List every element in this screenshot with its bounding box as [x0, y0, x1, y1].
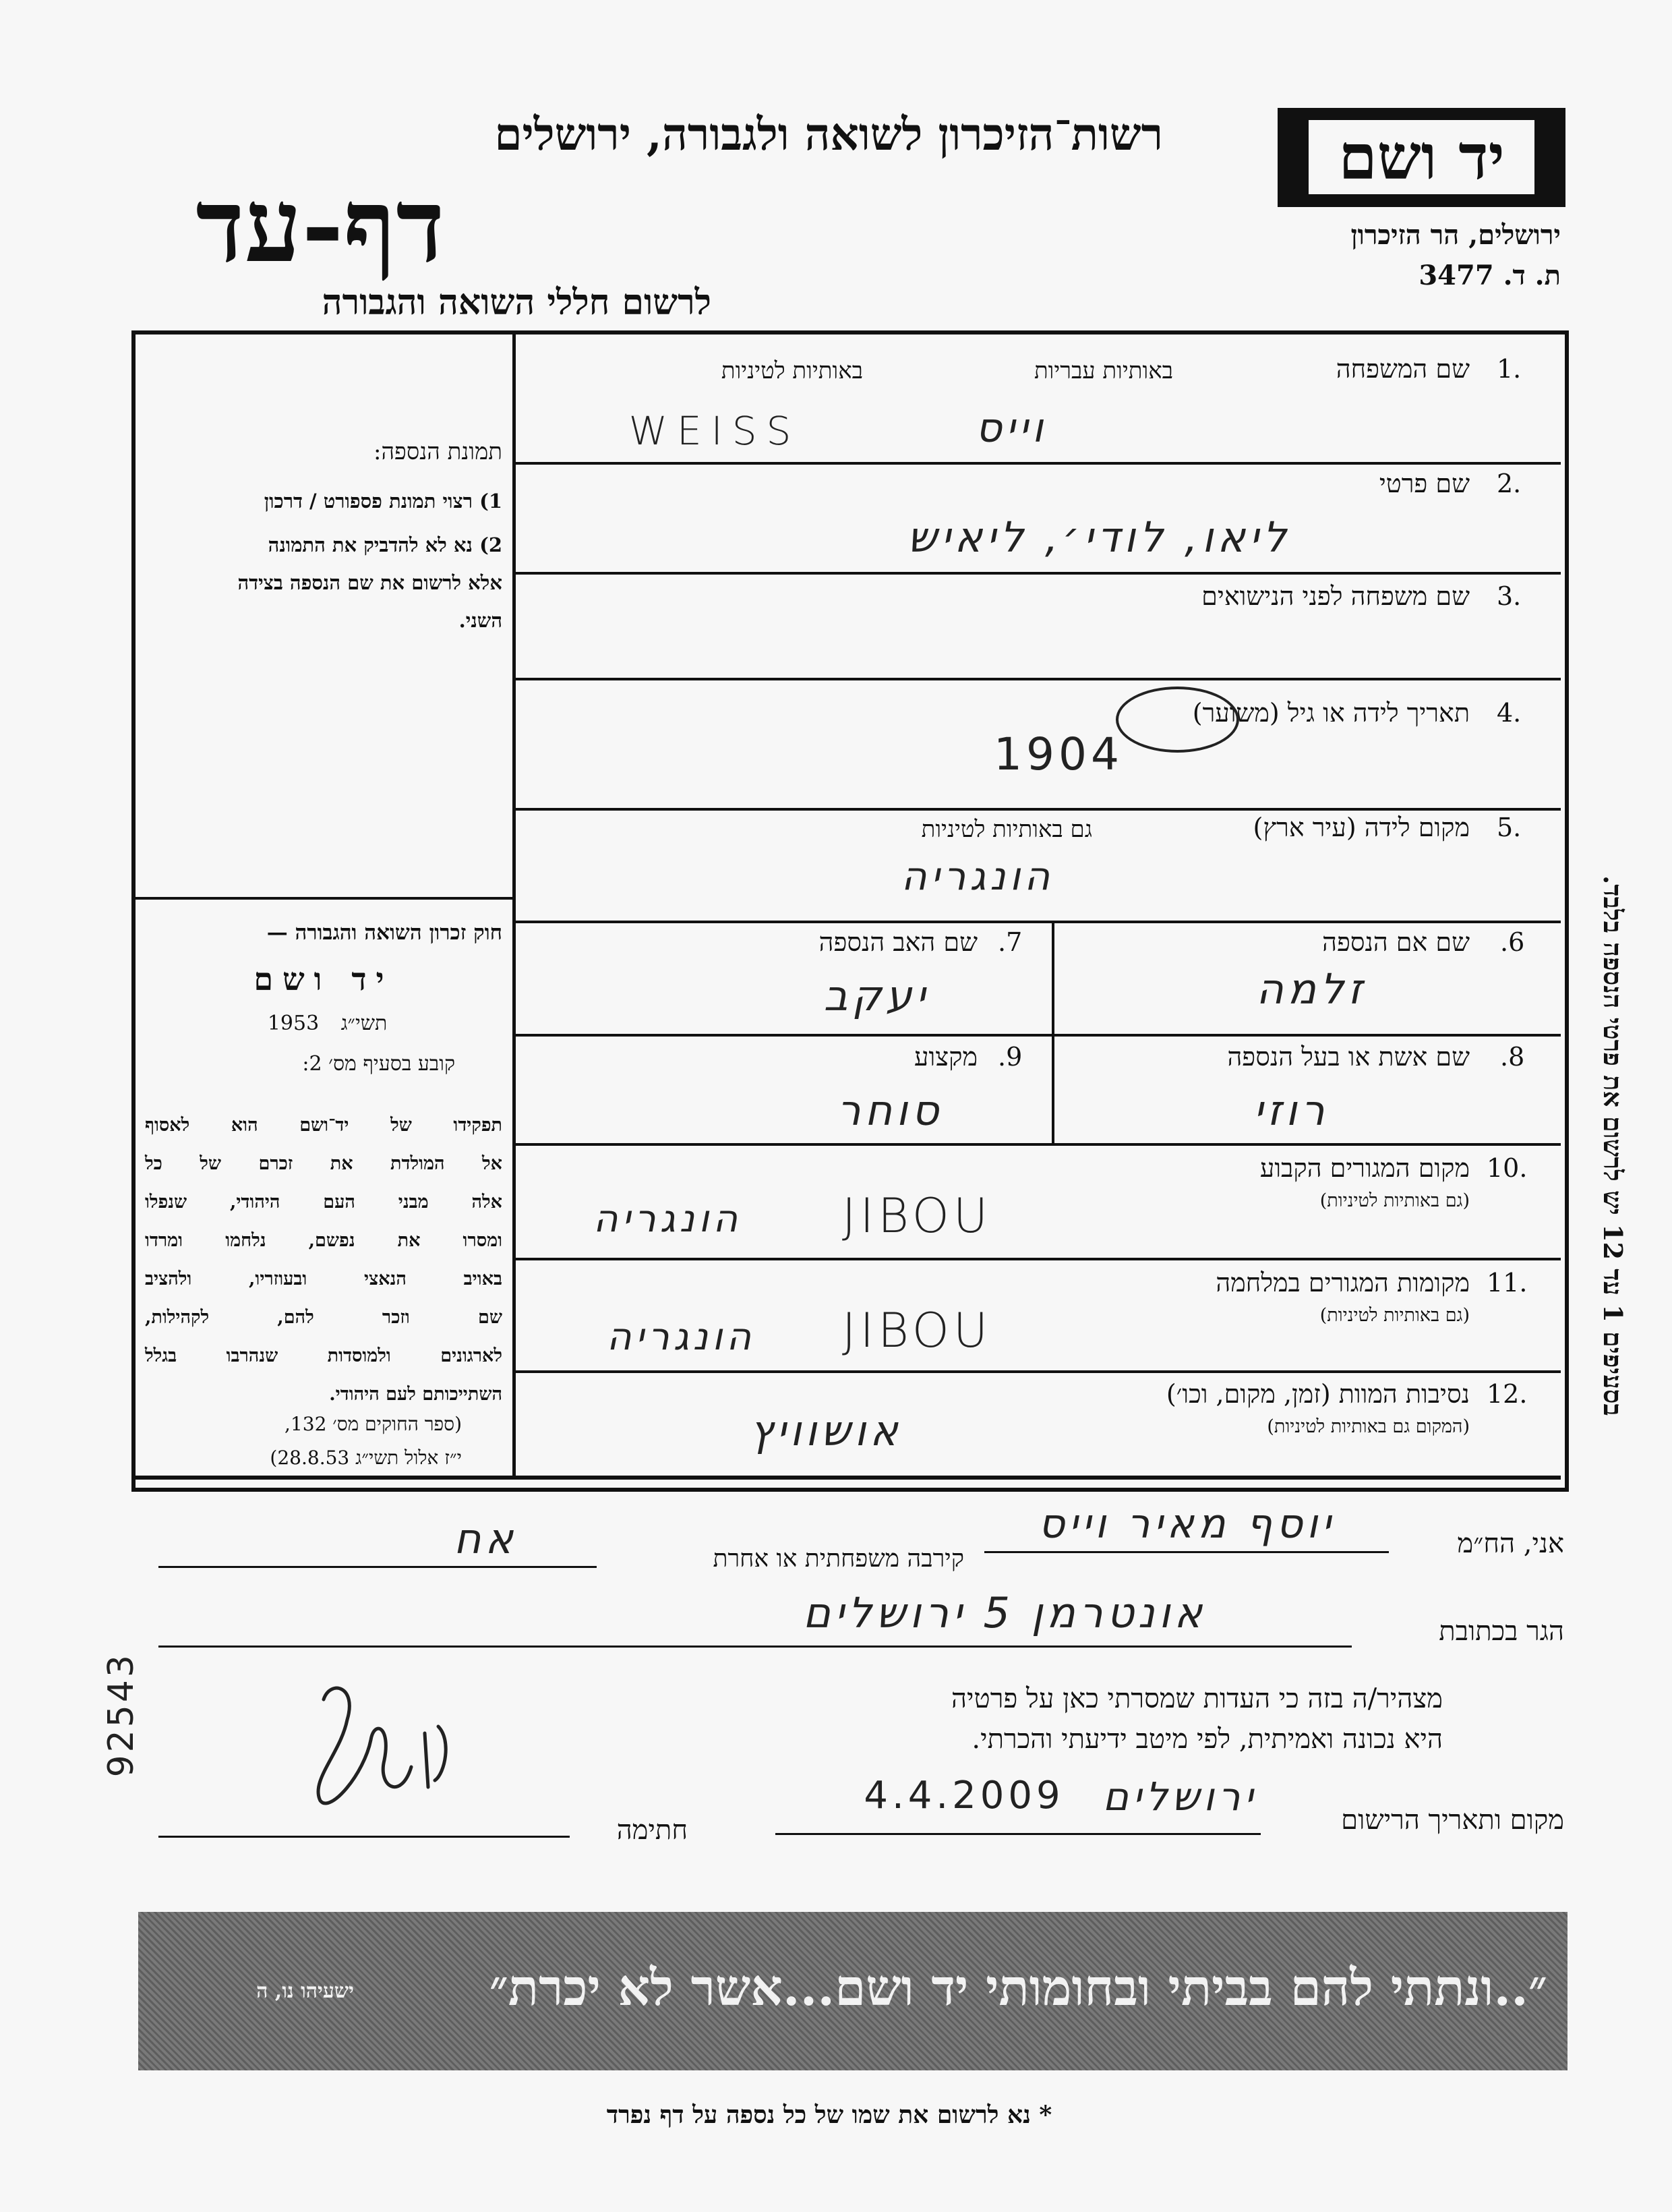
field3-number: 3.	[1497, 581, 1522, 611]
field5-number: 5.	[1497, 813, 1522, 842]
footer-note: * נא לרשום את שמו של כל נספה על דף נפרד	[606, 2101, 1052, 2129]
field10-sub: (גם באותיות לטיניות)	[1319, 1190, 1470, 1211]
authority-name: רשות־הזיכרון לשואה ולגבורה, ירושלים	[494, 108, 1163, 161]
photo-note-item1: 1) רצוי תמונת פספורט / דרכון	[264, 490, 502, 513]
law-line: שם וזכר להם, לקהילות,	[145, 1307, 502, 1328]
field8-value: רוזי	[1253, 1086, 1329, 1135]
field1-hebrew-header: באותיות עבריות	[1034, 357, 1173, 384]
field7-number: .7	[998, 927, 1023, 957]
field10-latin-value: JIBOU	[841, 1188, 992, 1244]
law-line: אלה מבני העם היהודי, שנפלו	[145, 1192, 502, 1213]
field11-latin-value: JIBOU	[841, 1303, 992, 1358]
field12-label: נסיבות המוות (זמן, מקום, וכו׳)	[1166, 1379, 1470, 1409]
field1-latin-value: WEISS	[628, 408, 801, 454]
field9-label: מקצוע	[914, 1042, 978, 1072]
kinship-value: אח	[454, 1514, 517, 1563]
row-line	[516, 572, 1561, 575]
row-line	[516, 462, 1561, 465]
place-value: ירושלים	[1102, 1774, 1257, 1820]
field11-hebrew-value: הונגריה	[606, 1315, 756, 1359]
row-line	[516, 1034, 1561, 1037]
field5-latin-header: גם באותיות לטיניות	[921, 816, 1092, 843]
field6-value: זלמה	[1256, 964, 1367, 1014]
field4-label: תאריך לידה או גיל (משוער)	[1192, 698, 1470, 728]
row-line	[516, 678, 1561, 680]
declarant-value: יוסף מאיר וייס	[1038, 1501, 1335, 1548]
photo-note-item2: השני.	[458, 609, 502, 632]
field9-value: סוחר	[837, 1086, 943, 1135]
law-line: ומסרו את נפשם, נלחמו ומרדו	[145, 1230, 502, 1251]
law-line: השתייכותם לעם היהודי.	[329, 1384, 502, 1405]
field8-number: .8	[1500, 1042, 1525, 1072]
address-line	[158, 1646, 1352, 1648]
photo-note-title: תמונת הנספה:	[374, 438, 502, 465]
law-year: 1953	[267, 1012, 320, 1035]
pobox: ת. ד. 3477	[1419, 260, 1561, 291]
kinship-label: קירבה משפחתית או אחרת	[713, 1545, 964, 1573]
declaration-line2: היא נכונה ואמיתית, לפי מיטב ידיעתי והכרתי.	[972, 1724, 1443, 1755]
form-title: דף-עד	[196, 167, 445, 285]
signature-label: חתימה	[616, 1815, 688, 1846]
field4-value: 1904	[994, 728, 1123, 780]
signature-scribble	[283, 1672, 472, 1821]
declaration-line1: מצהיר/ה בזה כי העדות שמסרתי כאן על פרטיה	[951, 1683, 1443, 1714]
law-ref1: (ספר החוקים מס׳ 132,	[285, 1413, 462, 1435]
logo-text: יד ושם	[1309, 120, 1534, 194]
photo-note-item2: 2) נא לא להדביק את התמונה	[268, 533, 502, 556]
law-line: אל המולדת את זכרם של כל	[145, 1153, 502, 1174]
declarant-line	[984, 1551, 1389, 1553]
law-ref2: י״ז אלול תשי״ג 28.8.53)	[270, 1447, 462, 1469]
field4-number: 4.	[1497, 698, 1522, 728]
margin-number: 92543	[101, 1652, 142, 1778]
field2-label: שם פרטי	[1379, 469, 1470, 498]
photo-note-item2: אלא לרשום את שם הנספה בצידה	[237, 571, 502, 594]
law-line: לארגונים ולמוסדות שנהרבו בגלל	[145, 1345, 502, 1366]
field12-sub: (המקום גם באותיות לטיניות)	[1267, 1416, 1470, 1437]
field11-label: מקומות המגורים במלחמה	[1216, 1268, 1470, 1298]
field5-value: הונגריה	[901, 853, 1054, 899]
field5-label: מקום לידה (עיר ארץ)	[1253, 813, 1470, 842]
signature-mark	[283, 1672, 472, 1821]
yad-vashem-logo	[1278, 108, 1565, 207]
place-date-line	[775, 1833, 1261, 1835]
kinship-line	[158, 1566, 597, 1568]
field1-latin-header: באותיות לטיניות	[721, 357, 863, 384]
row-line	[516, 808, 1561, 811]
side-instruction: בסעיפים 1 עד 12 יש לרשום את פרטי הנספה בלבד.	[1598, 875, 1628, 1416]
place-date-label: מקום ותאריך הרישום	[1341, 1805, 1564, 1836]
row-line	[516, 1370, 1561, 1373]
address: ירושלים, הר הזיכרון	[1350, 219, 1561, 251]
quote-banner	[138, 1912, 1568, 2070]
banner-quote: ״..ונתתי להם בביתי ובחומותי יד ושם...אשר לא יכרת״	[489, 1959, 1547, 2017]
field6-number: .6	[1500, 927, 1525, 957]
declarant-label: אני, הח״מ	[1457, 1528, 1564, 1559]
signature-line	[158, 1836, 570, 1838]
field10-hebrew-value: הונגריה	[593, 1197, 742, 1241]
field12-number: 12.	[1487, 1379, 1528, 1409]
field1-hebrew-value: וייס	[975, 405, 1048, 452]
field11-sub: (גם באותיות לטיניות)	[1319, 1305, 1470, 1326]
row-line	[516, 1143, 1561, 1146]
column-divider	[512, 330, 516, 1477]
row-line	[131, 1476, 1561, 1480]
field12-value: אושוויץ	[750, 1406, 902, 1455]
form-subtitle: לרשום חללי השואה והגבורה	[322, 282, 711, 323]
row-line	[516, 921, 1561, 923]
law-section: קובע בסעיף מס׳ 2:	[302, 1052, 455, 1076]
field2-number: 2.	[1497, 469, 1522, 498]
address-value: אונטרמן 5 ירושלים	[802, 1588, 1207, 1637]
law-text	[145, 1106, 502, 1414]
law-year-heb: תשי״ג	[340, 1012, 388, 1035]
banner-source: ישעיהו נו, ה	[256, 1979, 354, 2003]
date-value: 4.4.2009	[864, 1774, 1065, 1817]
sidebar-divider	[135, 897, 512, 900]
field2-value: ליאו, לודי׳, ליאיש	[907, 513, 1291, 562]
field1-number: 1.	[1497, 354, 1522, 384]
law-line: תפקידו של יד־ושם הוא לאסוף	[145, 1115, 502, 1136]
field3-label: שם משפחה לפני הנישואים	[1201, 581, 1470, 611]
field7-value: יעקב	[823, 971, 930, 1020]
row-line	[516, 1258, 1561, 1260]
field11-number: 11.	[1487, 1268, 1528, 1298]
address-label: הגר בכתובת	[1439, 1616, 1564, 1647]
field6-label: שם אם הנספה	[1322, 927, 1470, 957]
field10-label: מקום המגורים הקבוע	[1259, 1153, 1470, 1183]
law-line: באויב הנאצי ובעוזריו, ולהציב	[145, 1269, 502, 1289]
field8-label: שם אשת או בעל הנספה	[1227, 1042, 1470, 1072]
field7-label: שם האב הנספה	[818, 927, 978, 957]
law-name: יד ושם	[253, 961, 394, 997]
field9-number: .9	[998, 1042, 1023, 1072]
mid-divider	[1052, 921, 1054, 1143]
field1-label: שם המשפחה	[1336, 354, 1470, 384]
law-title: חוק זכרון השואה והגבורה —	[266, 921, 502, 945]
field10-number: 10.	[1487, 1153, 1528, 1183]
